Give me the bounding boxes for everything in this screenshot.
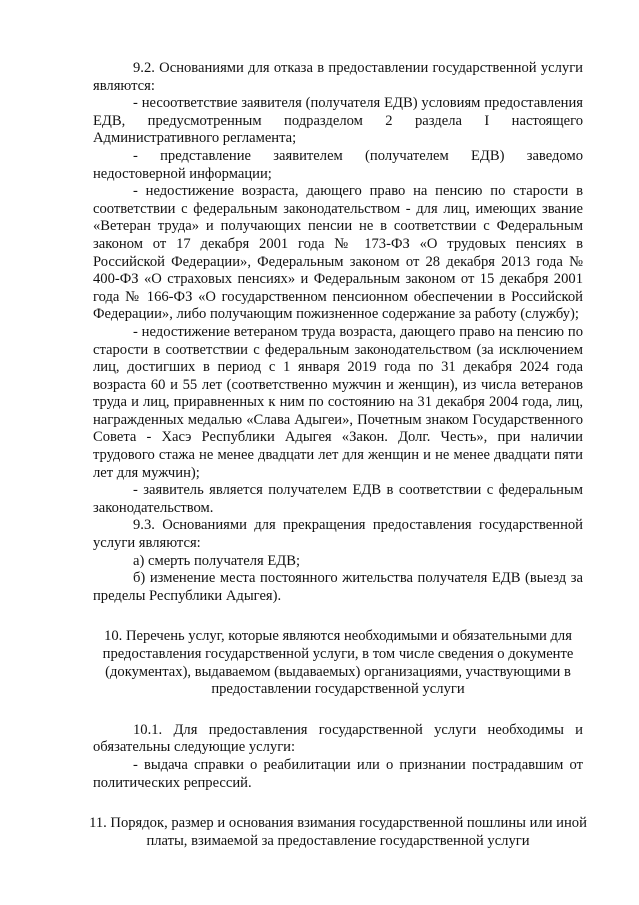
- paragraph-9-2-item-4: - недостижение ветераном труда возраста, дающего право на пенсию по старости в соответствии с федеральным законодательством (за исключением лиц, достигших в период с 1 января 2019 года по 31 декабря 2024 года возраста 60 и 55 лет (соответственно мужчин и женщин), из числа ветеранов труда и лиц, приравненных к ним по состоянию на 31 декабря 2004 года, лиц, награжденных медалью «Слава Адыгеи», Почетным знаком Государственного Совета - Хасэ Республики Адыгея «Закон. Долг. Честь», при наличии трудового стажа не менее двадцати лет для женщин и не менее двадцати пяти лет для мужчин);: [93, 323, 583, 481]
- paragraph-9-2-item-2: - представление заявителем (получателем ЕДВ) заведомо недостоверной информации;: [93, 147, 583, 182]
- paragraph-10-1-item: - выдача справки о реабилитации или о признании пострадавшим от политических репрессий.: [93, 756, 583, 791]
- paragraph-9-2-item-3: - недостижение возраста, дающего право на пенсию по старости в соответствии с федеральным законодательством - для лиц, имеющих звание «Ветеран труда» и получающих пенсии не в соответствии с Федеральным законом от 17 декабря 2001 года № 173-ФЗ «О трудовых пенсиях в Российской Федерации», Федеральным законом от 28 декабря 2013 года № 400-ФЗ «О страховых пенсиях» и Федеральным законом от 15 декабря 2001 года № 166-ФЗ «О государственном пенсионном обеспечении в Российской Федерации», либо получающим пожизненное содержание за работу (службу);: [93, 183, 583, 323]
- section-heading-10: 10. Перечень услуг, которые являются необходимыми и обязательными для предоставления государственной услуги, в том числе сведения о документе (документах), выдаваемом (выдаваемых) организациями, участвующими в предоставлении государственной услуги: [102, 628, 574, 698]
- paragraph-9-2-intro: 9.2. Основаниями для отказа в предоставлении государственной услуги являются:: [93, 60, 583, 94]
- paragraph-9-2-item-5: - заявитель является получателем ЕДВ в соответствии с федеральным законодательством.: [93, 482, 583, 516]
- section-heading-11: 11. Порядок, размер и основания взимания государственной пошлины или иной платы, взимаемой за предоставление государственной услуги: [89, 815, 587, 849]
- paragraph-9-3-b: б) изменение места постоянного жительства получателя ЕДВ (выезд за пределы Республики Адыгея).: [93, 570, 583, 604]
- paragraph-9-3-a: а) смерть получателя ЕДВ;: [133, 552, 301, 569]
- paragraph-10-1: 10.1. Для предоставления государственной услуги необходимы и обязательны следующие услуги:: [93, 721, 583, 756]
- paragraph-9-2-item-1: - несоответствие заявителя (получателя ЕДВ) условиям предоставления ЕДВ, предусмотренным подразделом 2 раздела I настоящего Административного регламента;: [93, 95, 583, 147]
- paragraph-9-3-intro: 9.3. Основаниями для прекращения предоставления государственной услуги являются:: [93, 517, 583, 552]
